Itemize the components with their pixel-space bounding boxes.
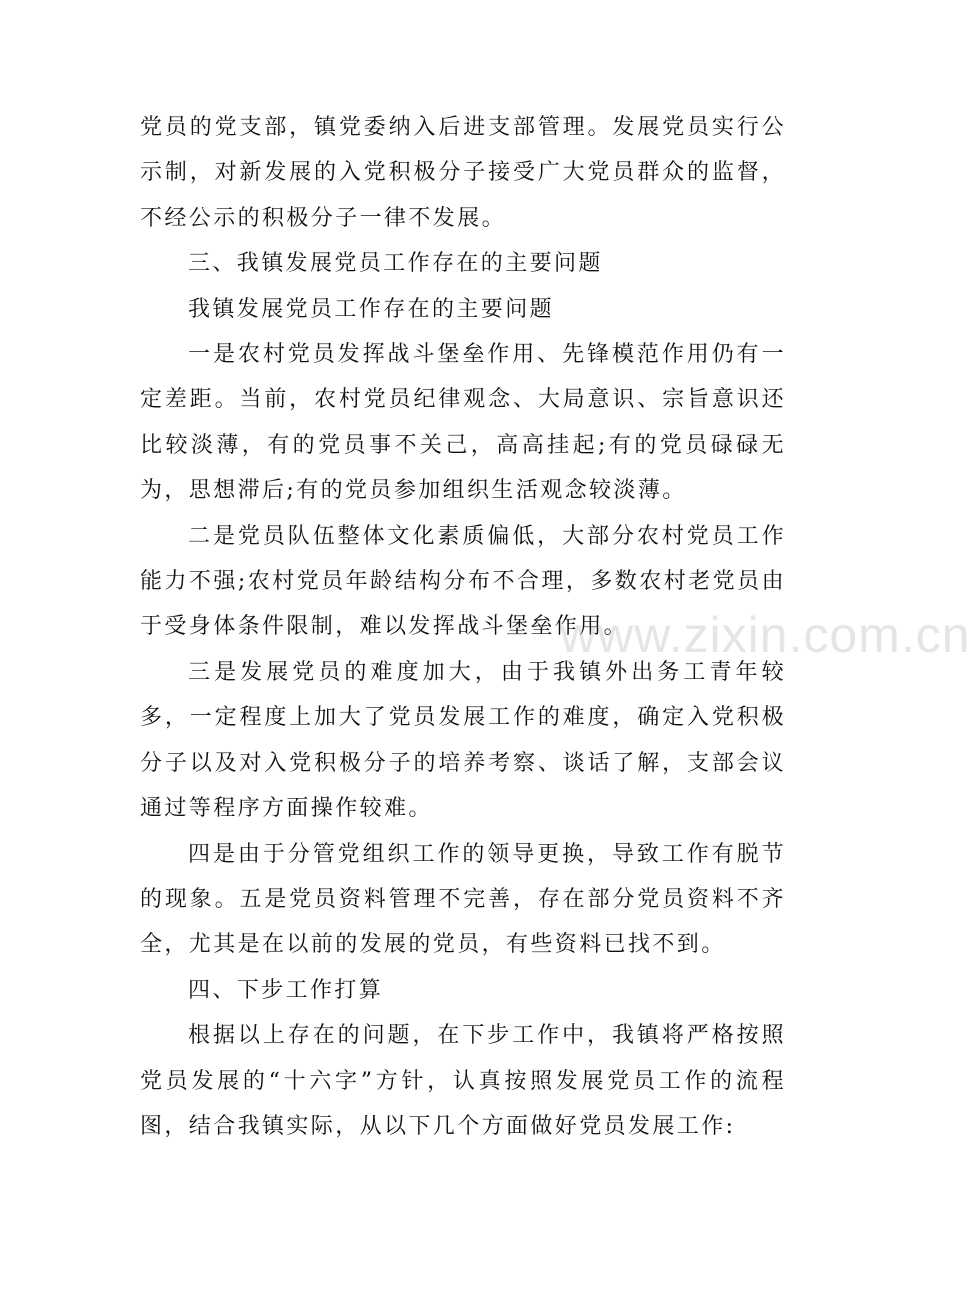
paragraph-problem-two: 二是党员队伍整体文化素质偏低，大部分农村党员工作能力不强;农村党员年龄结构分布不合理，多数农村老党员由于受身体条件限制，难以发挥战斗堡垒作用。 [140, 523, 786, 640]
paragraph-continuation: 党员的党支部，镇党委纳入后进支部管理。发展党员实行公示制，对新发展的入党积极分子接受广大党员群众的监督，不经公示的积极分子一律不发展。 [140, 115, 786, 231]
section-heading-problems: 三、我镇发展党员工作存在的主要问题 [188, 251, 603, 277]
watermark-logo: www.zixin.com.cn [560, 607, 971, 663]
section-heading-next-steps: 四、下步工作打算 [188, 977, 384, 1003]
paragraph-problem-three: 三是发展党员的难度加大，由于我镇外出务工青年较多，一定程度上加大了党员发展工作的难度，确定入党积极分子以及对入党积极分子的培养考察、谈话了解，支部会议通过等程序方面操作较难。 [140, 659, 786, 822]
paragraph-problem-four-five: 四是由于分管党组织工作的领导更换，导致工作有脱节的现象。五是党员资料管理不完善，存在部分党员资料不齐全，尤其是在以前的发展的党员，有些资料已找不到。 [140, 841, 786, 958]
paragraph-problem-one: 一是农村党员发挥战斗堡垒作用、先锋模范作用仍有一定差距。当前，农村党员纪律观念、大局意识、宗旨意识还比较淡薄，有的党员事不关己，高高挂起;有的党员碌碌无为，思想滞后;有的党员参加组织生活观念较淡薄。 [140, 342, 786, 504]
subheading-problems: 我镇发展党员工作存在的主要问题 [188, 296, 555, 322]
paragraph-next-steps: 根据以上存在的问题，在下步工作中，我镇将严格按照党员发展的“十六字”方针，认真按照发展党员工作的流程图，结合我镇实际，从以下几个方面做好党员发展工作: [140, 1023, 786, 1139]
